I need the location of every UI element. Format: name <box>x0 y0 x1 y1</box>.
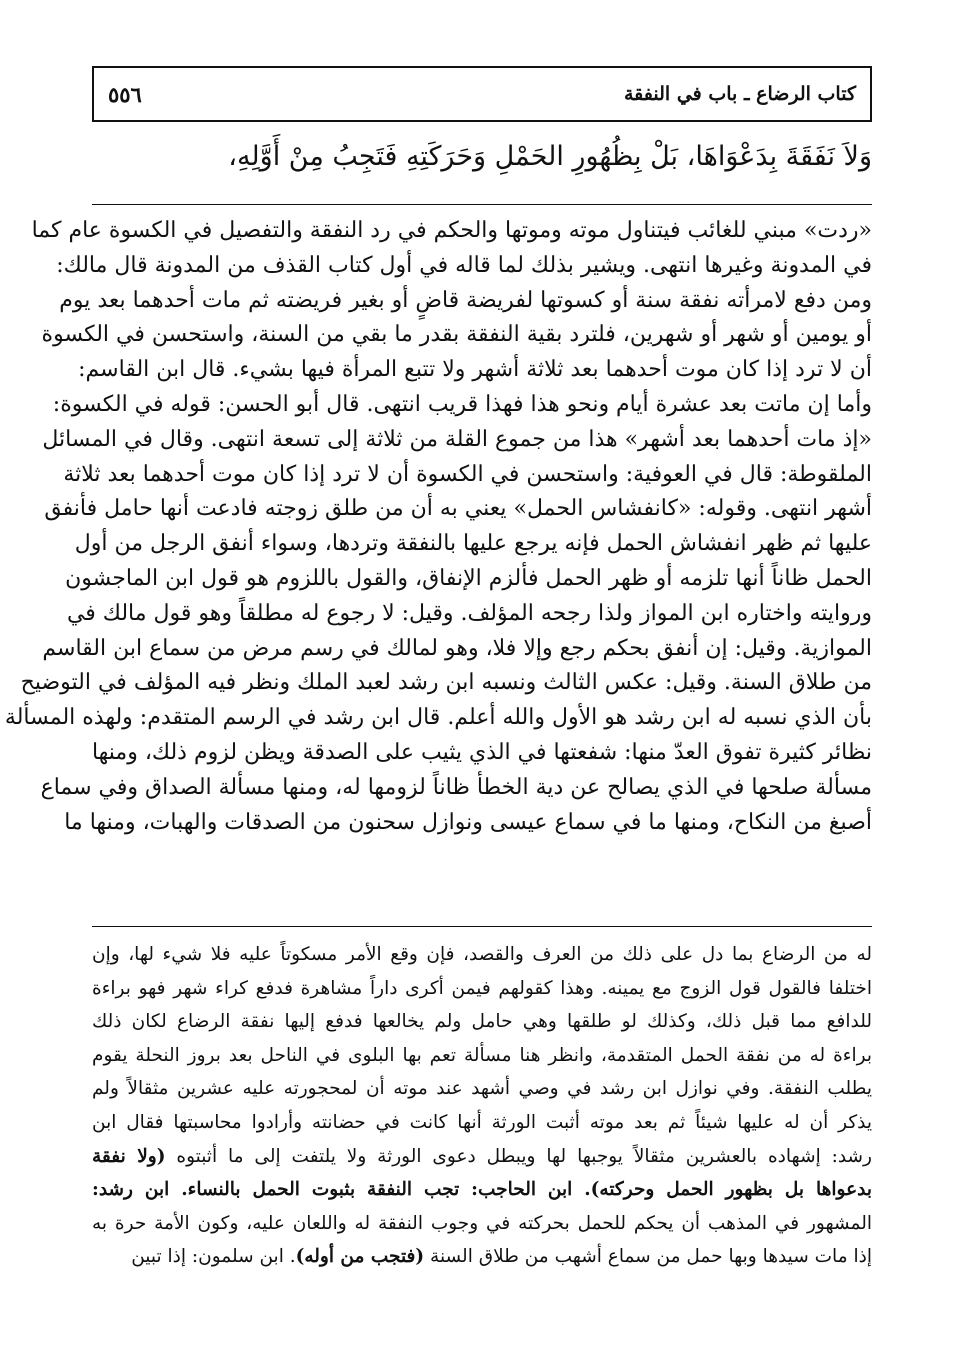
bold-quote: (فتجب من أوله) <box>295 1246 425 1268</box>
bold-quote: (ولا نفقة <box>92 1145 166 1167</box>
footnote-line-tail: . ابن سلمون: إذا تبين <box>131 1246 296 1268</box>
divider-rule-footnotes <box>92 926 872 927</box>
commentary-text <box>4 214 872 840</box>
commentary-line: وأما إن ماتت بعد عشرة أيام ونحو هذا فهذا قريب انتهى. قال أبو الحسن: قوله في الكسوة: <box>52 391 872 417</box>
running-header <box>92 66 872 122</box>
footnote-line-text: رشد: إشهاده بالعشرين مثقالاً يوجبها لها ويبطل دعوى الورثة ولا يلتفت إلى ما أثبتوه <box>176 1145 872 1167</box>
page-number: ٥٥٦ <box>108 81 142 107</box>
footnote-line: يذكر أن له عليها شيئاً ثم بعد موته أثبت الورثة أنها كانت في حضانته وأرادوا محاسبتها فقال ابن <box>92 1111 872 1133</box>
commentary-line: وروايته واختاره ابن المواز ولذا رجحه المؤلف. وقيل: لا رجوع له مطلقاً وهو قول مالك في <box>66 600 872 626</box>
commentary-line: من طلاق السنة. وقيل: عكس الثالث ونسبه ابن رشد لعبد الملك ونظر فيه المؤلف في التوضيح <box>20 670 872 696</box>
commentary-line: «إذ مات أحدهما بعد أشهر» هذا من جموع القلة من ثلاثة إلى تسعة انتهى. وقال في المسائل <box>42 426 872 452</box>
commentary-line: الموازية. وقيل: إن أنفق بحكم رجع وإلا فلا، وهو لمالك في رسم مرض من سماع ابن القاسم <box>42 635 872 661</box>
commentary-line: «ردت» مبني للغائب فيتناول موته وموتها والحكم في رد النفقة والتفصيل في الكسوة عام كما <box>31 218 872 243</box>
footnote-line: اختلفا فالقول قول الزوج مع يمينه. وهذا كقولهم فيمن أكرى داراً مشاهرة فدفع كراء شهر فهو براءة <box>92 977 872 999</box>
footnote-line: له من الرضاع بما دل على ذلك من العرف والقصد، فإن وقع الأمر مسكوتاً عليه فلا شيء لها، وإن <box>92 944 872 965</box>
commentary-line: مسألة صلحها في الذي يصالح عن دية الخطأ ظاناً لزومها له، ومنها مسألة الصداق وفي سماع <box>40 774 872 800</box>
commentary-line: نظائر كثيرة تفوق العدّ منها: شفعتها في الذي يثيب على الصدقة ويظن لزوم ذلك، ومنها <box>91 739 872 765</box>
commentary-line: بأن الذي نسبه له ابن رشد هو الأول والله أعلم. قال ابن رشد في الرسم المتقدم: ولهذه المسألة <box>4 705 872 731</box>
commentary-line: في المدونة وغيرها انتهى. ويشير بذلك لما قاله في أول كتاب القذف من المدونة قال مالك: <box>56 252 872 278</box>
divider-rule-top <box>92 204 872 205</box>
commentary-line: أشهر انتهى. وقوله: «كانفشاس الحمل» يعني به أن من طلق زوجته فادعت أنها حامل فأنفق <box>44 496 872 522</box>
footnote-line: يطلب النفقة. وفي نوازل ابن رشد في وصي أشهد عند موته أن لمحجورته عليه عشرين مثقالاً ولم <box>92 1078 872 1100</box>
chapter-title: كتاب الرضاع ـ باب في النفقة <box>624 83 856 105</box>
footnote-line: للدافع مما قبل ذلك، وكذلك لو طلقها وهي حامل ولم يخالعها فدفع إليها نفقة الرضاع لكان ذلك <box>92 1011 872 1033</box>
commentary-line: أن لا ترد إذا كان موت أحدهما بعد ثلاثة أشهر ولا تتبع المرأة فيها بشيء. قال ابن القاسم: <box>78 357 872 383</box>
footnote-line: براءة له من نفقة الحمل المتقدمة، وانظر هنا مسألة تعم بها البلوى في الناحل بعد بروز النحلة يقوم <box>92 1044 872 1066</box>
commentary-line: أو يومين أو شهر أو شهرين، فلترد بقية النفقة بقدر ما بقي من السنة، واستحسن في الكسوة <box>41 322 872 348</box>
footnote-line: المشهور في المذهب أن يحكم للحمل بحركته في وجوب النفقة له واللعان عليه، وكون الأمة حرة به <box>92 1212 872 1234</box>
footnote-line <box>92 1140 872 1174</box>
footnote-text <box>92 938 872 1274</box>
footnote-line <box>92 1173 872 1207</box>
footnote-line <box>92 1240 872 1274</box>
commentary-line: عليها ثم ظهر انفشاش الحمل فإنه يرجع عليها بالنفقة وتردها، وسواء أنفق الرجل من أول <box>74 531 872 557</box>
matn-text: وَلاَ نَفَقَةَ بِدَعْوَاهَا، بَلْ بِظُهُورِ الحَمْلِ وَحَرَكَتِهِ فَتَجِبُ مِنْ أَوَّلِهِ، <box>228 141 872 172</box>
commentary-line: ومن دفع لامرأته نفقة سنة أو كسوتها لفريضة قاضٍ أو بغير فريضته ثم مات أحدهما بعد يوم <box>59 287 872 313</box>
commentary-line: الحمل ظاناً أنها تلزمه أو ظهر الحمل فألزم الإنفاق، والقول باللزوم هو قول ابن الماجشون <box>65 565 872 591</box>
footnote-line-text: إذا مات سيدها وبها حمل من سماع أشهب من طلاق السنة <box>430 1246 872 1268</box>
commentary-line: أصبغ من النكاح، ومنها ما في سماع عيسى ونوازل سحنون من الصدقات والهبات، ومنها ما <box>64 809 872 835</box>
bold-quote-continued: بدعواها بل بظهور الحمل وحركته). ابن الحاجب: تجب النفقة بثبوت الحمل بالنساء. ابن رشد: <box>92 1179 872 1201</box>
commentary-line: الملقوطة: قال في العوفية: واستحسن في الكسوة أن لا ترد إذا كان موت أحدهما بعد ثلاثة <box>63 461 872 487</box>
